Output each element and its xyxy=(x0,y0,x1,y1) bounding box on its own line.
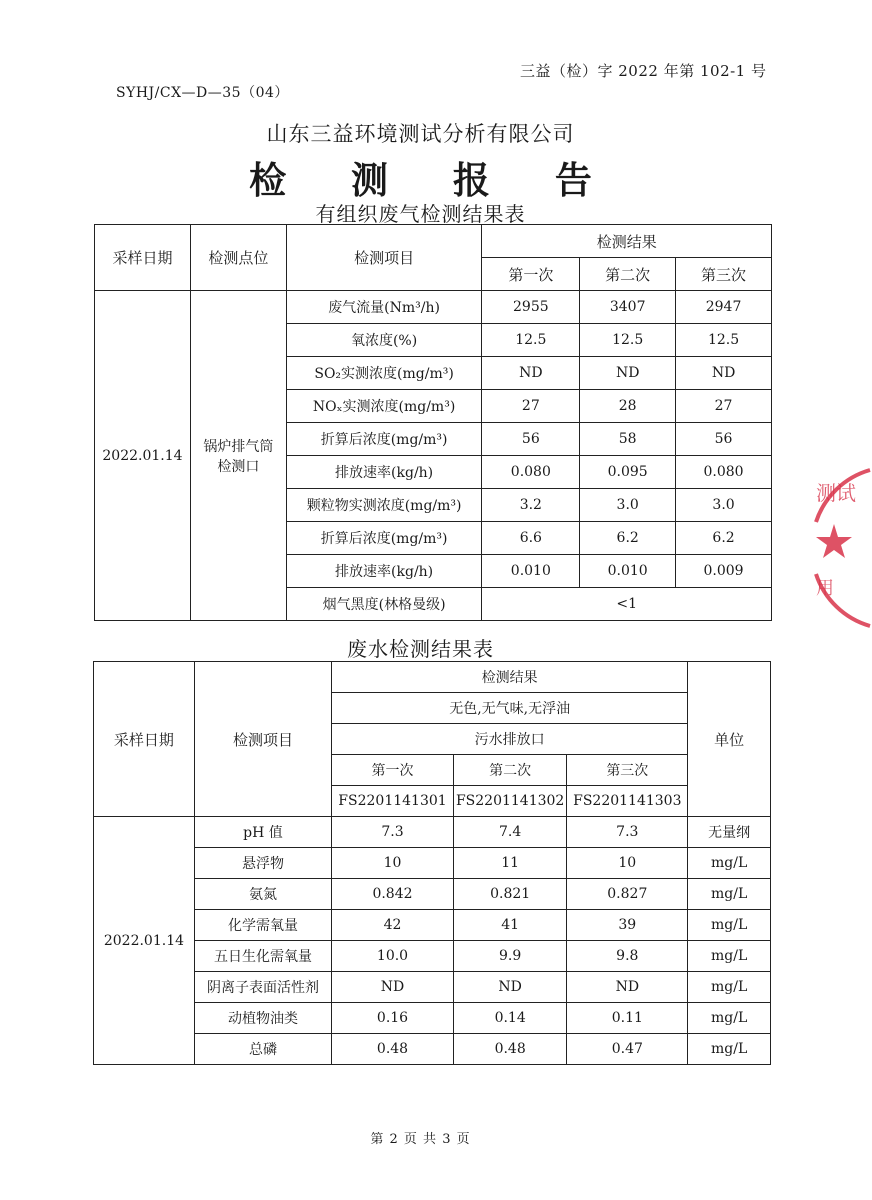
header-run-1: 第一次 xyxy=(332,755,454,786)
header-sampling-date: 采样日期 xyxy=(95,225,191,291)
row-value-2: ND xyxy=(453,972,566,1003)
table-row xyxy=(94,1034,771,1065)
row-value-2: 28 xyxy=(580,390,676,423)
row-item: 折算后浓度(mg/m³) xyxy=(286,522,482,555)
row-value-2: 0.821 xyxy=(453,879,566,910)
row-value-1: 10 xyxy=(332,848,454,879)
gas-results-table xyxy=(94,224,772,621)
row-item: 五日生化需氧量 xyxy=(194,941,331,972)
row-value-3: 0.11 xyxy=(567,1003,688,1034)
row-value-3: 2947 xyxy=(676,291,772,324)
row-value-2: 0.48 xyxy=(453,1034,566,1065)
row-value-1: 56 xyxy=(482,423,580,456)
table-row xyxy=(94,817,771,848)
form-code: SYHJ/CX—D—35（04） xyxy=(116,85,289,101)
row-item: 折算后浓度(mg/m³) xyxy=(286,423,482,456)
gas-table-title: 有组织废气检测结果表 xyxy=(315,202,526,226)
row-value-2: 6.2 xyxy=(580,522,676,555)
row-value-1: ND xyxy=(332,972,454,1003)
page-footer: 第 2 页 共 3 页 xyxy=(370,1132,471,1147)
row-value-2: 3.0 xyxy=(580,489,676,522)
header-item: 检测项目 xyxy=(194,662,331,817)
smoke-value: <1 xyxy=(482,588,772,621)
table-row xyxy=(94,848,771,879)
row-item: 阴离子表面活性剂 xyxy=(194,972,331,1003)
row-value-2: 12.5 xyxy=(580,324,676,357)
row-value-1: 2955 xyxy=(482,291,580,324)
row-value-2: 0.095 xyxy=(580,456,676,489)
table-row xyxy=(94,1003,771,1034)
header-location: 污水排放口 xyxy=(332,724,688,755)
sampling-date: 2022.01.14 xyxy=(95,291,191,621)
company-name: 山东三益环境测试分析有限公司 xyxy=(266,122,575,146)
row-value-3: 0.47 xyxy=(567,1034,688,1065)
row-value-3: 27 xyxy=(676,390,772,423)
row-value-3: 10 xyxy=(567,848,688,879)
table-row xyxy=(94,972,771,1003)
row-item: 废气流量(Nm³/h) xyxy=(286,291,482,324)
row-unit: mg/L xyxy=(688,1003,771,1034)
row-value-2: 7.4 xyxy=(453,817,566,848)
row-unit: 无量纲 xyxy=(688,817,771,848)
red-seal-stamp xyxy=(812,462,856,634)
table-row xyxy=(94,941,771,972)
smoke-item: 烟气黑度(林格曼级) xyxy=(286,588,482,621)
row-unit: mg/L xyxy=(688,910,771,941)
row-value-1: 0.842 xyxy=(332,879,454,910)
row-value-3: 6.2 xyxy=(676,522,772,555)
row-value-2: 41 xyxy=(453,910,566,941)
row-value-1: 10.0 xyxy=(332,941,454,972)
row-item: 悬浮物 xyxy=(194,848,331,879)
row-unit: mg/L xyxy=(688,1034,771,1065)
header-run-2: 第二次 xyxy=(453,755,566,786)
row-item: 化学需氧量 xyxy=(194,910,331,941)
row-value-3: 3.0 xyxy=(676,489,772,522)
row-value-3: 0.827 xyxy=(567,879,688,910)
row-value-1: 42 xyxy=(332,910,454,941)
header-appearance: 无色,无气味,无浮油 xyxy=(332,693,688,724)
header-sampling-date: 采样日期 xyxy=(94,662,195,817)
stamp-text-2: 用 xyxy=(816,578,834,599)
row-value-2: 3407 xyxy=(580,291,676,324)
water-results-table xyxy=(93,661,771,1065)
row-value-1: ND xyxy=(482,357,580,390)
sample-id-1: FS2201141301 xyxy=(332,786,454,817)
row-unit: mg/L xyxy=(688,972,771,1003)
row-item: 氨氮 xyxy=(194,879,331,910)
row-value-2: 0.14 xyxy=(453,1003,566,1034)
row-value-2: 0.010 xyxy=(580,555,676,588)
row-item: pH 值 xyxy=(194,817,331,848)
row-value-1: 12.5 xyxy=(482,324,580,357)
row-value-3: 0.080 xyxy=(676,456,772,489)
row-item: SO₂实测浓度(mg/m³) xyxy=(286,357,482,390)
point-line-1: 锅炉排气筒 xyxy=(203,438,274,455)
sampling-date: 2022.01.14 xyxy=(94,817,195,1065)
header-unit: 单位 xyxy=(688,662,771,817)
row-item: 颗粒物实测浓度(mg/m³) xyxy=(286,489,482,522)
row-value-3: 7.3 xyxy=(567,817,688,848)
row-value-1: 6.6 xyxy=(482,522,580,555)
header-point: 检测点位 xyxy=(190,225,286,291)
table-row xyxy=(94,879,771,910)
header-run-2: 第二次 xyxy=(580,258,676,291)
row-value-3: 0.009 xyxy=(676,555,772,588)
row-value-1: 0.48 xyxy=(332,1034,454,1065)
header-run-1: 第一次 xyxy=(482,258,580,291)
row-unit: mg/L xyxy=(688,879,771,910)
row-value-1: 7.3 xyxy=(332,817,454,848)
row-item: 排放速率(kg/h) xyxy=(286,456,482,489)
row-value-2: 11 xyxy=(453,848,566,879)
water-table-title: 废水检测结果表 xyxy=(347,637,494,661)
row-unit: mg/L xyxy=(688,941,771,972)
point-line-2: 检测口 xyxy=(217,458,260,475)
row-value-3: 56 xyxy=(676,423,772,456)
header-run-3: 第三次 xyxy=(676,258,772,291)
table-row xyxy=(94,910,771,941)
header-result: 检测结果 xyxy=(482,225,772,258)
row-value-1: 0.080 xyxy=(482,456,580,489)
row-value-2: 58 xyxy=(580,423,676,456)
row-value-3: ND xyxy=(676,357,772,390)
row-value-1: 27 xyxy=(482,390,580,423)
row-value-1: 0.16 xyxy=(332,1003,454,1034)
sampling-point xyxy=(190,291,286,621)
row-value-3: ND xyxy=(567,972,688,1003)
row-value-3: 12.5 xyxy=(676,324,772,357)
row-item: NOₓ实测浓度(mg/m³) xyxy=(286,390,482,423)
row-item: 排放速率(kg/h) xyxy=(286,555,482,588)
row-item: 氧浓度(%) xyxy=(286,324,482,357)
row-value-1: 0.010 xyxy=(482,555,580,588)
row-value-3: 9.8 xyxy=(567,941,688,972)
row-value-3: 39 xyxy=(567,910,688,941)
row-value-2: ND xyxy=(580,357,676,390)
sample-id-3: FS2201141303 xyxy=(567,786,688,817)
header-item: 检测项目 xyxy=(286,225,482,291)
report-number: 三益（检）字 2022 年第 102-1 号 xyxy=(520,62,767,80)
row-value-1: 3.2 xyxy=(482,489,580,522)
row-value-2: 9.9 xyxy=(453,941,566,972)
row-item: 总磷 xyxy=(194,1034,331,1065)
row-item: 动植物油类 xyxy=(194,1003,331,1034)
header-run-3: 第三次 xyxy=(567,755,688,786)
row-unit: mg/L xyxy=(688,848,771,879)
report-title: 检 测 报 告 xyxy=(249,158,618,202)
stamp-text-1: 测试 xyxy=(816,481,856,505)
header-result: 检测结果 xyxy=(332,662,688,693)
sample-id-2: FS2201141302 xyxy=(453,786,566,817)
table-row xyxy=(95,291,772,324)
